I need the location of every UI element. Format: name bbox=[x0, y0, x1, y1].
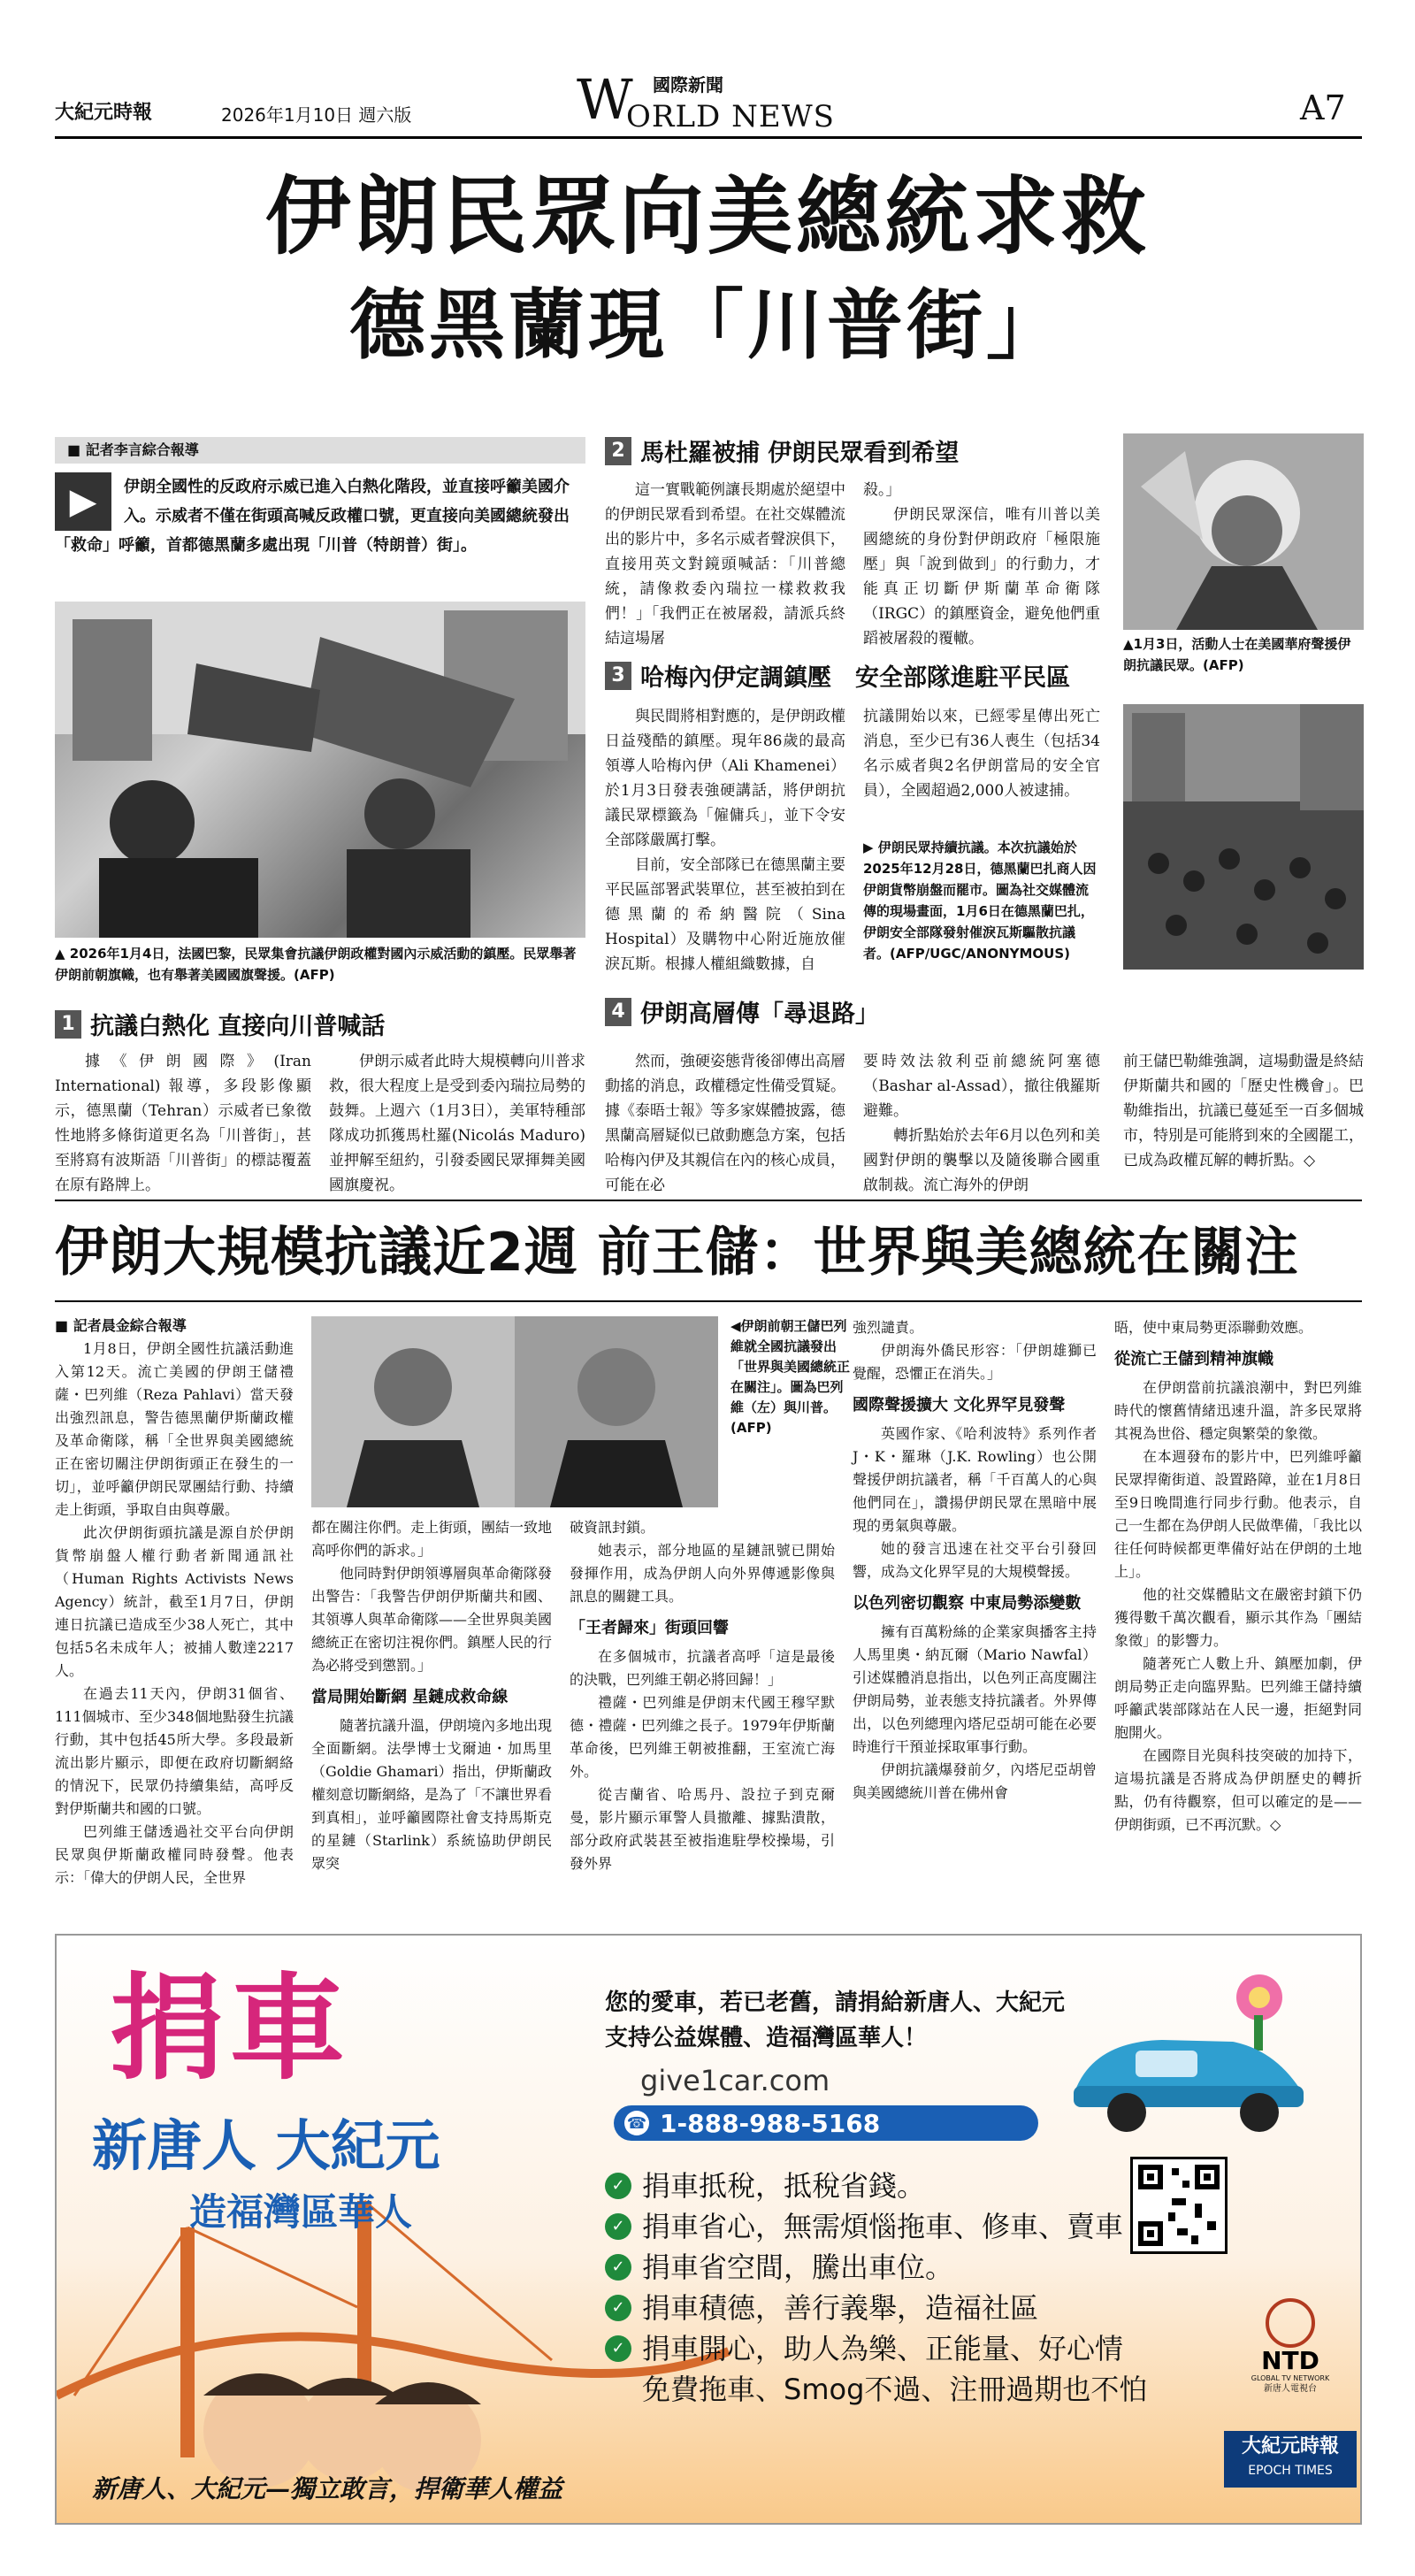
section4-heading bbox=[605, 994, 1100, 1029]
tehran-bazaar-photo bbox=[1123, 704, 1364, 970]
section3-photo-caption: ▶ 伊朗民眾持續抗議。本次抗議始於2025年12月28日，德黑蘭巴扎商人因伊朗貨幣崩盤而罷市。圖為社交媒體流傳的現場畫面，1月6日在德黑蘭巴扎，伊朗安全部隊發射催淚瓦斯驅散抗議者。(AFP/UGC/ANONYMOUS) bbox=[863, 840, 1097, 962]
ad-benefit-text: 捐車省空間，騰出車位。 bbox=[642, 2250, 954, 2284]
ad-tagline: 造福灣區華人 bbox=[189, 2190, 413, 2234]
dc-rally-photo bbox=[1123, 433, 1364, 630]
ntd-wordmark: NTD bbox=[1261, 2346, 1319, 2375]
section2-photo-caption: ▲1月3日，活動人士在美國華府聲援伊朗抗議民眾。(AFP) bbox=[1123, 636, 1351, 673]
ntd-subtitle: GLOBAL TV NETWORK bbox=[1251, 2374, 1330, 2382]
car-illustration bbox=[1056, 1971, 1321, 2139]
story2-col3-p4: 禮薩・巴列維是伊朗末代國王穆罕默德・禮薩・巴列維之長子。1979年伊斯蘭革命後，巴列維王朝被推翻，王室流亡海外。 bbox=[570, 1694, 835, 1780]
story2-col5-p4: 他的社交媒體貼文在嚴密封鎖下仍獲得數千萬次觀看，顯示其作為「團結象徵」的影響力。 bbox=[1114, 1586, 1362, 1649]
page-number: A7 bbox=[1300, 88, 1346, 127]
story2-col4-p5: 擁有百萬粉絲的企業家與播客主持人馬里奧・納瓦爾（Mario Nawfal）引述媒體消息指出，以色列正高度關注伊朗局勢，並表態支持抗議者。外界傳出，以色列總理內塔尼亞胡可能在必要時進行干預並採取軍事行動。 bbox=[853, 1623, 1097, 1755]
ad-intro-1: 您的愛車，若已老舊，請捐給新唐人、大紀元 bbox=[605, 1990, 1066, 2016]
epoch-english: EPOCH TIMES bbox=[1248, 2464, 1333, 2478]
issue-date: 2026年1月10日 週六版 bbox=[221, 104, 412, 126]
qr-code-icon[interactable] bbox=[1130, 2157, 1228, 2254]
story2-col4-p1: 強烈譴責。 bbox=[853, 1319, 924, 1336]
story2-col2-p2: 他同時對伊朗領導層與革命衛隊發出警告：「我警告伊朗伊斯蘭共和國、其領導人與革命衛隊——全世界與美國總統正在密切注視你們。鎮壓人民的行為必將受到懲罰。」 bbox=[311, 1565, 553, 1674]
ad-benefit-item bbox=[605, 2247, 1180, 2288]
story2-col3-p1: 破資訊封鎖。 bbox=[570, 1519, 655, 1536]
section2-heading bbox=[605, 433, 1100, 468]
section-initial: W bbox=[577, 67, 633, 132]
story2-col4-p2: 伊朗海外僑民形容：「伊朗雄獅已覺醒，恐懼正在消失。」 bbox=[853, 1342, 1097, 1382]
ad-phone-bar[interactable] bbox=[614, 2105, 1038, 2141]
ad-phone: 1-888-988-5168 bbox=[660, 2108, 881, 2138]
section3-paragraph-c: 抗議開始以來，已經零星傳出死亡消息，至少已有36人喪生（包括34名示威者與2名伊朗當局的安全官員），全國超過2,000人被逮捕。 bbox=[863, 708, 1100, 800]
ad-benefit-text: 捐車抵稅，抵稅省錢。 bbox=[642, 2169, 926, 2203]
section2-paragraph-a: 這一實戰範例讓長期處於絕望中的伊朗民眾看到希望。在社交媒體流出的影片中，多名示威者聲淚俱下，直接用英文對鏡頭喊話：「川普總統，請像救委內瑞拉一樣救救我們！」「我們正在被屠殺，請派兵終結這場屠 bbox=[605, 481, 845, 648]
section1-paragraph-b: 伊朗示威者此時大規模轉向川普求救，很大程度上是受到委內瑞拉局勢的鼓舞。上週六（1月3日），美軍特種部隊成功抓獲馬杜羅(Nicolás Maduro)並押解至紐約，引發委國民眾揮舞美國國旗慶祝。 bbox=[329, 1053, 585, 1194]
section1-title: 抗議白熱化 直接向川普喊話 bbox=[90, 1013, 386, 1040]
story2-headline: 伊朗大規模抗議近2週 前王儲：世界與美總統在關注 bbox=[55, 1222, 1299, 1284]
section4-col-b bbox=[863, 1049, 1100, 1198]
section3-title: 哈梅內伊定調鎮壓 安全部隊進駐平民區 bbox=[640, 664, 1070, 692]
section1-col-a bbox=[55, 1049, 311, 1198]
section4-paragraph-b: 要時效法敘利亞前總統阿塞德（Bashar al-Assad），撤往俄羅斯避難。 bbox=[863, 1053, 1100, 1120]
section3-paragraph-a: 與民間將相對應的，是伊朗政權日益殘酷的鎮壓。現年86歲的最高領導人哈梅內伊（Ali Khamenei）於1月3日發表強硬講話，將伊朗抗議民眾標籤為「僱傭兵」，並下令安全部隊嚴厲打擊。 bbox=[605, 708, 845, 849]
section2-title: 馬杜羅被捕 伊朗民眾看到希望 bbox=[640, 440, 960, 467]
ad-benefit-item bbox=[605, 2328, 1180, 2369]
section4-paragraph-c: 轉折點始於去年6月以色列和美國對伊朗的襲擊以及隨後聯合國重啟制裁。流亡海外的伊朗 bbox=[863, 1127, 1100, 1194]
byline: ■ 記者李言綜合報導 bbox=[55, 437, 585, 464]
section2-number: 2 bbox=[605, 437, 631, 465]
check-icon: ✓ bbox=[605, 2335, 631, 2362]
pahlavi-trump-photo bbox=[311, 1316, 718, 1507]
story2-col5-p5: 隨著死亡人數上升、鎮壓加劇，伊朗局勢正走向臨界點。巴列維王儲持續呼籲武裝部隊站在人民一邊，拒絕對同胞開火。 bbox=[1114, 1655, 1362, 1741]
section1-heading bbox=[55, 1007, 585, 1041]
phone-icon: ☎ bbox=[624, 2111, 649, 2135]
story2-col5 bbox=[1114, 1316, 1362, 1836]
section3-col-b bbox=[863, 704, 1100, 803]
paris-protest-photo bbox=[55, 602, 585, 938]
section4-number: 4 bbox=[605, 998, 631, 1026]
section3-heading bbox=[605, 658, 1365, 693]
story2-col1-p4: 巴列維王儲透過社交平台向伊朗民眾與伊斯蘭政權同時發聲。他表示：「偉大的伊朗人民，全世界 bbox=[55, 1823, 294, 1886]
story2-subhead-banner: 從流亡王儲到精神旗幟 bbox=[1114, 1350, 1274, 1368]
check-icon: ✓ bbox=[605, 2213, 631, 2240]
sub-headline: 德黑蘭現「川普街」 bbox=[349, 281, 1066, 370]
check-icon: ✓ bbox=[605, 2254, 631, 2281]
ad-website[interactable]: give1car.com bbox=[640, 2064, 830, 2097]
photo1-caption: ▲ 2026年1月4日，法國巴黎，民眾集會抗議伊朗政權對國內示威活動的鎮壓。民眾舉著伊朗前朝旗幟，也有舉著美國國旗聲援。(AFP) bbox=[55, 946, 577, 983]
story2-subhead-israel: 以色列密切觀察 中東局勢添變數 bbox=[853, 1594, 1082, 1613]
story2-subhead-return: 「王者歸來」街頭回響 bbox=[570, 1619, 729, 1637]
story2-col1-p3: 在過去11天內，伊朗31個省、111個城市、至少348個地點發生抗議行動，其中包括45所大學。多段最新流出影片顯示，即便在政府切斷網絡的情況下，民眾仍持續集結，高呼反對伊斯蘭共和國的口號。 bbox=[55, 1685, 294, 1817]
ad-benefit-list bbox=[605, 2166, 1180, 2410]
ad-benefit-item bbox=[605, 2166, 1180, 2206]
main-headline: 伊朗民眾向美總統求救 bbox=[265, 167, 1150, 266]
ad-benefit-item bbox=[605, 2288, 1180, 2328]
section3-number: 3 bbox=[605, 662, 631, 690]
section2-col-b bbox=[863, 478, 1100, 651]
ad-benefit-text: 捐車開心，助人為樂、正能量、好心情 bbox=[642, 2332, 1124, 2365]
ad-brands: 新唐人 大紀元 bbox=[92, 2113, 440, 2178]
story2-col4 bbox=[853, 1316, 1097, 1805]
section3-paragraph-b: 目前，安全部隊已在德黑蘭主要平民區部署武裝單位，甚至被拍到在德黑蘭的希納醫院（Sina Hospital）及購物中心附近施放催淚瓦斯。根據人權組織數據，自 bbox=[605, 856, 845, 973]
story2-col2-p1: 都在關注你們。走上街頭，團結一致地高呼你們的訴求。」 bbox=[311, 1519, 553, 1559]
story2-col1-p2: 此次伊朗街頭抗議是源自於伊朗貨幣崩盤人權行動者新聞通訊社（Human Rights Activists News Agency）統計，截至1月7日，伊朗連日抗議已造成至少38人死亡，其中包括5名未成年人；被捕人數達2217人。 bbox=[55, 1524, 294, 1679]
ad-title: 捐車 bbox=[110, 1961, 351, 2096]
ntd-chinese: 新唐人電視台 bbox=[1264, 2384, 1317, 2394]
story2-col3-p5: 從吉蘭省、哈馬丹、設拉子到克爾曼，影片顯示軍警人員撤離、據點潰散，部分政府武裝甚至被指進駐學校操場，引發外界 bbox=[570, 1786, 835, 1872]
section1-col-b bbox=[329, 1049, 585, 1198]
story2-photo-caption: ◀伊朗前朝王儲巴列維就全國抗議發出「世界與美國總統正在關注」。圖為巴列維（左）與川普。(AFP) bbox=[730, 1318, 851, 1436]
section-en: ORLD NEWS bbox=[626, 99, 835, 134]
car-donation-ad[interactable] bbox=[55, 1934, 1362, 2525]
ntd-emblem-icon bbox=[1266, 2298, 1315, 2348]
story2-col3-p2: 她表示，部分地區的星鏈訊號已開始發揮作用，成為伊朗人向外界傳遞影像與訊息的關鍵工具。 bbox=[570, 1542, 835, 1605]
section1-number: 1 bbox=[55, 1010, 81, 1039]
story-divider bbox=[55, 1200, 1362, 1201]
masthead-rule bbox=[55, 136, 1362, 139]
story2-col5-p2: 在伊朗當前抗議浪潮中，對巴列維時代的懷舊情緒迅速升溫，許多民眾將其視為世俗、穩定與繁榮的象徵。 bbox=[1114, 1379, 1362, 1442]
story2-col1-p1: 1月8日，伊朗全國性抗議活動進入第12天。流亡美國的伊朗王儲禮薩・巴列維（Reza Pahlavi）當天發出強烈訊息，警告德黑蘭伊斯蘭政權及革命衛隊，稱「全世界與美國總統正在密切關注伊朗街頭正在發生的一切」，並呼籲伊朗民眾團結行動、持續走上街頭，爭取自由與尊嚴。 bbox=[55, 1340, 294, 1518]
section1-paragraph-a: 據《伊朗國際》(Iran International) 報導，多段影像顯示，德黑蘭（Tehran）示威者已象徵性地將多條街道更名為「川普街」，甚至將寫有波斯語「川普街」的標誌覆蓋在原有路牌上。 bbox=[55, 1053, 311, 1194]
ad-benefit-text: 捐車積德，善行義舉，造福社區 bbox=[642, 2291, 1039, 2325]
story2-col3-p3: 在多個城市，抗議者高呼「這是最後的決戰，巴列維王朝必將回歸！」 bbox=[570, 1648, 835, 1688]
ad-benefit-text: 捐車省心，無需煩惱拖車、修車、賣車 bbox=[642, 2210, 1124, 2243]
story2-byline: ■ 記者晨金綜合報導 bbox=[55, 1317, 187, 1334]
ntd-logo bbox=[1233, 2298, 1348, 2396]
check-icon: ✓ bbox=[605, 2173, 631, 2199]
story2-col4-p3: 英國作家、《哈利波特》系列作者J・K・羅琳（J.K. Rowling）也公開聲援伊朗抗議者，稱「千百萬人的心與他們同在」，讚揚伊朗民眾在黑暗中展現的勇氣與尊嚴。 bbox=[853, 1425, 1097, 1534]
story2-col2-p3: 隨著抗議升溫，伊朗境內多地出現全面斷網。法學博士戈爾迪・加馬里（Goldie Ghamari）指出，伊斯蘭政權刻意切斷網絡，是為了「不讓世界看到真相」，並呼籲國際社會支持馬斯克的星鏈（Starlink）系統協助伊朗民眾突 bbox=[311, 1717, 553, 1872]
section2-paragraph-c: 伊朗民眾深信，唯有川普以美國總統的身份對伊朗政府「極限施壓」與「說到做到」的行動力，才能真正切斷伊斯蘭革命衛隊（IRGC）的鎮壓資金，避免他們重蹈被屠殺的覆轍。 bbox=[863, 506, 1100, 648]
section4-col-a bbox=[605, 1049, 845, 1198]
section4-title: 伊朗高層傳「尋退路」 bbox=[640, 1000, 879, 1028]
story2-col4-p4: 她的發言迅速在社交平台引發回響，成為文化界罕見的大規模聲援。 bbox=[853, 1540, 1097, 1580]
ad-benefit-item bbox=[605, 2206, 1180, 2247]
story2-col3 bbox=[570, 1516, 835, 1875]
section4-paragraph-d: 前王儲巴勒維強調，這場動盪是終結伊斯蘭共和國的「歷史性機會」。巴勒維指出，抗議已蔓延至一百多個城市，特別是可能將到來的全國罷工，已成為政權瓦解的轉折點。◇ bbox=[1123, 1053, 1364, 1169]
story2-col4-p6: 伊朗抗議爆發前夕，內塔尼亞胡曾與美國總統川普在佛州會 bbox=[853, 1761, 1097, 1801]
story2-col5-p6: 在國際目光與科技突破的加持下，這場抗議是否將成為伊朗歷史的轉折點，仍有待觀察，但可以確定的是——伊朗街頭，已不再沉默。◇ bbox=[1114, 1747, 1362, 1833]
paper-name: 大紀元時報 bbox=[55, 101, 153, 124]
arrow-icon: ▶ bbox=[55, 472, 111, 531]
section-cn: 國際新聞 bbox=[653, 74, 723, 96]
lead-text: 伊朗全國性的反政府示威已進入白熱化階段，並直接呼籲美國介入。示威者不僅在街頭高喊反政權口號，更直接向美國總統發出「救命」呼籲，首都德黑蘭多處出現「川普（特朗普）街」。 bbox=[55, 478, 570, 555]
story2-subhead-culture: 國際聲援擴大 文化界罕見發聲 bbox=[853, 1396, 1066, 1414]
story2-col2 bbox=[311, 1516, 552, 1875]
story2-col1 bbox=[55, 1338, 294, 1890]
section2-col-a bbox=[605, 478, 845, 651]
story2-rule bbox=[55, 1300, 1362, 1302]
section4-paragraph-a: 然而，強硬姿態背後卻傳出高層動搖的消息，政權穩定性備受質疑。據《泰晤士報》等多家媒體披露，德黑蘭高層疑似已啟動應急方案，包括哈梅內伊及其親信在內的核心成員，可能在必 bbox=[605, 1053, 845, 1194]
section3-col-a bbox=[605, 704, 845, 977]
ad-footer-slogan: 新唐人、大紀元—獨立敢言，捍衛華人權益 bbox=[92, 2474, 563, 2503]
epoch-times-logo bbox=[1224, 2431, 1357, 2488]
ad-bottom-line: 免費拖車、Smog不過、注冊過期也不怕 bbox=[642, 2373, 1148, 2406]
lead-box bbox=[55, 472, 585, 560]
section2-paragraph-b: 殺。」 bbox=[863, 481, 901, 499]
story2-col5-p1: 晤，使中東局勢更添聯動效應。 bbox=[1114, 1319, 1313, 1336]
check-icon: ✓ bbox=[605, 2295, 631, 2321]
story2-subhead-starlink: 當局開始斷網 星鏈成救命線 bbox=[311, 1688, 509, 1706]
section4-col-c bbox=[1123, 1049, 1364, 1173]
epoch-chinese: 大紀元時報 bbox=[1241, 2434, 1339, 2457]
story2-col5-p3: 在本週發布的影片中，巴列維呼籲民眾捍衛街道、設置路障，並在1月8日至9日晚間進行同步行動。他表示，自己一生都在為伊朗人民做準備，「我比以往任何時候都更準備好站在伊朗的土地上」。 bbox=[1114, 1448, 1363, 1580]
ad-intro-2: 支持公益媒體、造福灣區華人！ bbox=[605, 2025, 928, 2051]
